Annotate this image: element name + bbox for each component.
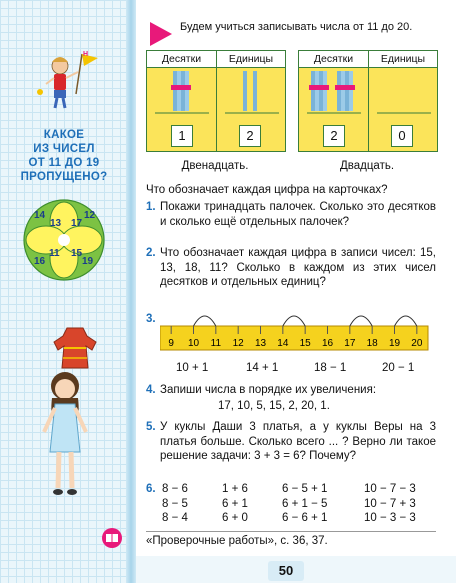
sidebar-question-line: ОТ 11 ДО 19 — [28, 157, 100, 169]
task-text: У куклы Даши 3 платья, а у куклы Веры на 3 платья больше. Сколько всего ... ? Верно ли такое решение задачи: 3 + 3 = 6? Почему? — [160, 421, 436, 462]
task-number: 5. — [146, 421, 156, 433]
flower-number: 16 — [34, 256, 46, 267]
task-1 — [146, 200, 436, 229]
digit-card: 2 — [239, 125, 261, 147]
task-number: 2. — [146, 247, 156, 259]
sidebar-question-line: КАКОЕ — [43, 129, 85, 141]
task-text: Покажи тринадцать палочек. Сколько это десятков и сколько ещё отдельных палочек? — [160, 201, 436, 228]
book-icon — [102, 528, 122, 548]
sidebar-question-line: ПРОПУЩЕНО? — [20, 171, 108, 183]
expression: 6 + 1 − 5 — [282, 497, 328, 510]
dress-illustration — [50, 326, 100, 370]
ruler-label: 15 — [299, 338, 311, 349]
ruler-label: 19 — [388, 338, 401, 349]
expression: 8 − 4 — [162, 512, 188, 524]
jump-arc — [395, 316, 417, 326]
flower-number: 11 — [49, 248, 60, 259]
ones-label: Единицы — [228, 53, 274, 65]
tens-label: Десятки — [313, 53, 354, 65]
ruler-label: 12 — [232, 338, 244, 349]
expression: 10 + 1 — [176, 362, 209, 374]
task-number: 6. — [146, 483, 156, 495]
divider — [146, 531, 436, 532]
ruler-label: 20 — [411, 338, 423, 349]
expression-column — [282, 482, 327, 526]
stick-bundle-illustration — [151, 71, 213, 115]
jump-arc — [194, 316, 216, 326]
single-sticks-illustration — [221, 71, 283, 115]
digit-card: 0 — [391, 125, 413, 147]
workbook-reference: «Проверочные работы», с. 36, 37. — [146, 535, 328, 547]
expression: 10 − 7 + 3 — [364, 497, 416, 510]
sidebar-question-line: ИЗ ЧИСЕЛ — [33, 143, 95, 155]
flower-number: 15 — [71, 248, 83, 259]
expression: 10 − 7 − 3 — [364, 483, 416, 495]
place-value-card — [298, 50, 438, 152]
digit-card: 1 — [171, 125, 193, 147]
boy-with-flag-illustration — [36, 48, 106, 110]
ruler-label: 14 — [277, 338, 289, 349]
ruler-label: 18 — [366, 338, 378, 349]
ones-label: Единицы — [380, 53, 426, 65]
flower-number: 12 — [84, 210, 96, 221]
flower-number: 13 — [50, 218, 62, 229]
number-sequence: 17, 10, 5, 15, 2, 20, 1. — [218, 400, 330, 412]
tens-label: Десятки — [161, 53, 202, 65]
expression: 14 + 1 — [246, 362, 279, 374]
sidebar-question — [8, 128, 120, 184]
expression-column — [364, 482, 416, 526]
ruler-label: 11 — [210, 338, 222, 349]
ruler-label: 13 — [254, 338, 267, 349]
play-triangle-icon — [150, 22, 172, 46]
ruler-label: 17 — [344, 338, 356, 349]
cards-question: Что обозначает каждая цифра на карточках? — [146, 184, 388, 196]
jump-arc — [283, 316, 305, 326]
task-number: 1. — [146, 201, 156, 213]
task-4 — [146, 383, 436, 398]
expression: 1 + 6 — [222, 483, 248, 495]
intro-text: Будем учиться записывать числа от 11 до 20. — [180, 21, 413, 33]
expression: 20 − 1 — [382, 362, 415, 374]
task-5 — [146, 420, 436, 464]
expression: 10 − 3 − 3 — [364, 512, 416, 524]
expression: 8 − 6 — [162, 483, 188, 495]
flower-number: 19 — [82, 256, 94, 267]
flower-number: 14 — [34, 210, 46, 221]
card-caption: Двенадцать. — [181, 160, 249, 172]
ruler-label: 10 — [187, 338, 200, 349]
page-number: 50 — [268, 561, 304, 581]
flower-number-diagram — [22, 198, 106, 282]
ruler-label: 16 — [321, 338, 334, 349]
jump-arc — [350, 316, 372, 326]
flag-letter: Н — [83, 51, 89, 58]
expression-column — [222, 482, 248, 526]
flower-number: 17 — [71, 218, 83, 229]
expression: 6 − 6 + 1 — [282, 512, 328, 524]
expression-column — [162, 482, 188, 526]
task-2 — [146, 246, 436, 290]
card-caption: Двадцать. — [339, 160, 395, 172]
expression: 6 + 1 — [222, 497, 248, 510]
expression: 18 − 1 — [314, 362, 347, 374]
task-text: Что обозначает каждая цифра в записи чисел: 15, 13, 18, 11? Сколько в каждом из этих чисел десятков и отдельных единиц? — [160, 247, 436, 288]
task-number: 4. — [146, 384, 156, 396]
expression: 8 − 5 — [162, 497, 188, 510]
task-number: 3. — [146, 313, 156, 325]
doll-illustration — [36, 370, 94, 502]
digit-card: 2 — [323, 125, 345, 147]
ruler-label: 9 — [168, 338, 174, 349]
page-spine — [126, 0, 136, 583]
number-ruler — [160, 306, 430, 354]
expression: 6 + 0 — [222, 512, 248, 524]
place-value-card — [146, 50, 286, 152]
two-stick-bundles-illustration — [303, 71, 365, 115]
task-text: Запиши числа в порядке их увеличения: — [160, 384, 377, 396]
empty-ones-slot — [373, 71, 435, 115]
expression: 6 − 5 + 1 — [282, 483, 328, 495]
